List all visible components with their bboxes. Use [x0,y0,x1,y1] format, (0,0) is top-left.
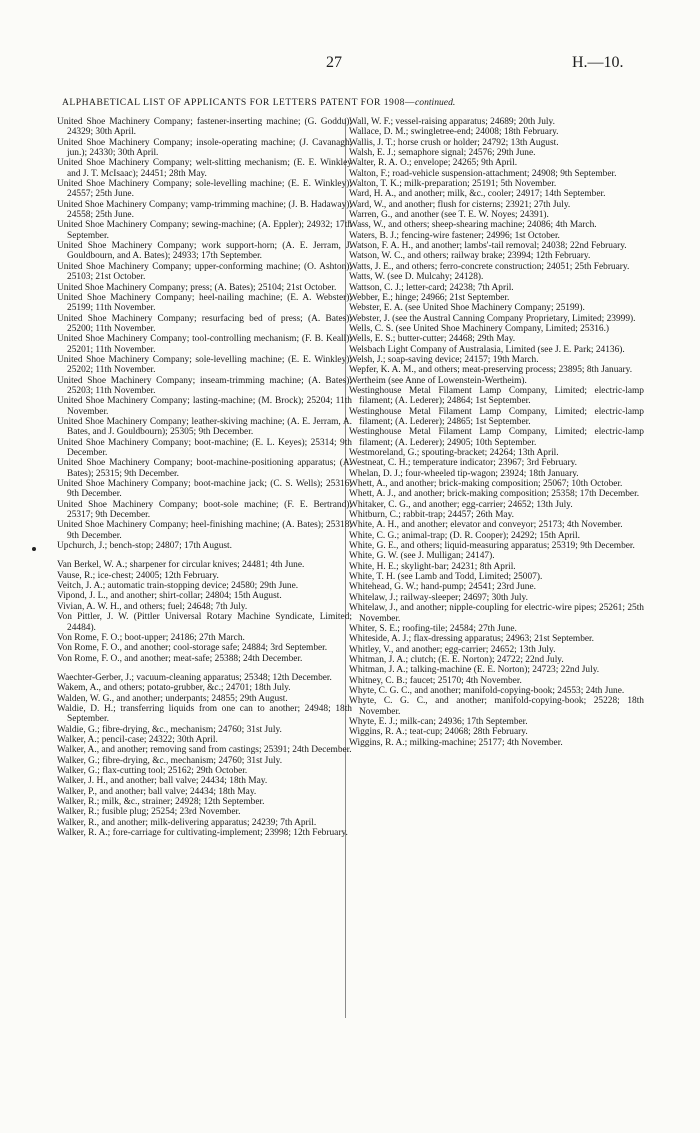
entry: Walker, G.; fibre-drying, &c., mechanism; 24760; 31st July. [57,755,283,766]
entry: Whitelaw, J.; railway-sleeper; 24697; 30th July. [349,592,528,603]
entry: White, H. E.; skylight-bar; 24231; 8th April. [349,561,516,572]
entry: Wertheim (see Anne of Lowenstein-Wertheim). [349,375,527,386]
entry: White, T. H. (see Lamb and Todd, Limited; 25007). [349,572,543,583]
entry: Walsh, E. J.; semaphore signal; 24576; 29th June. [349,148,536,159]
entry: Walter, R. A. O.; envelope; 24265; 9th April. [349,158,518,169]
entry: Webber, E.; hinge; 24966; 21st September. [349,292,510,303]
entry: United Shoe Machinery Company; lasting-machine; (M. Brock); 25204; 11th November. [57,396,352,417]
entry: United Shoe Machinery Company; sewing-machine; (A. Eppler); 24932; 17th September. [57,220,352,241]
entry: Vause, R.; ice-chest; 24005; 12th February. [57,570,219,581]
entry: United Shoe Machinery Company; vamp-trimming machine; (J. B. Hadaway); 24558; 25th June. [57,199,352,221]
entry: United Shoe Machinery Company; boot-machine-positioning apparatus; (A. Bates); 25315; 9th December. [57,458,352,479]
entry: Watson, F. A. H., and another; lambs'-tail removal; 24038; 22nd February. [349,241,627,252]
entry: Whelan, D. J.; four-wheeled tip-wagon; 23924; 18th January. [349,468,579,479]
entry: Wallace, D. M.; swingletree-end; 24008; 18th February. [349,127,559,138]
entry: Watts, W. (see D. Mulcahy; 24128). [349,272,484,283]
entry: Whiteside, A. J.; flax-dressing apparatus; 24963; 21st September. [349,634,595,645]
entry: Whitney, C. B.; faucet; 25170; 4th November. [349,675,522,686]
entry: Wakem, A., and others; potato-grubber, &c.; 24701; 18th July. [57,683,291,694]
entry: Whyte, C. G. C., and another; manifold-copying-book; 24553; 24th June. [349,685,625,696]
left-column [57,117,352,838]
entry: Walker, R. A.; fore-carriage for cultivating-implement; 23998; 12th February. [57,828,348,839]
title-suffix: continued. [415,97,456,108]
entry: White, C. G.; animal-trap; (D. R. Cooper); 24292; 15th April. [349,530,580,541]
entry: Whitburn, C.; rabbit-trap; 24457; 26th May. [349,510,514,521]
entry: United Shoe Machinery Company; leather-skiving machine; (A. E. Jerram, A. Bates, and J. Gouldbourn); 25305; 9th December. [57,416,352,438]
entry: Veitch, J. A.; automatic train-stopping device; 24580; 29th June. [57,581,299,592]
entry: Wells, C. S. (see United Shoe Machinery Company, Limited; 25316.) [349,323,610,334]
entry: Westmoreland, G.; spouting-bracket; 24264; 13th April. [349,448,559,458]
entry: Vipond, J. L., and another; shirt-collar; 24804; 15th August. [57,591,282,602]
entry: Welsh, J.; soap-saving device; 24157; 19th March. [349,354,539,365]
entry: Ward, H. A., and another; milk, &c., cooler; 24917; 14th September. [349,189,606,200]
entry: Wattson, C. J.; letter-card; 24238; 7th April. [349,282,514,293]
entry: Waters, B. J.; fencing-wire fastener; 24996; 1st October. [349,230,560,241]
entry: Von Rome, F. O., and another; cool-storage safe; 24884; 3rd September. [57,643,328,654]
page-header [0,54,700,76]
entry: Whitman, J. A.; talking-machine (E. E. Norton); 24723; 22nd July. [349,665,600,676]
entry: Whitehead, G. W.; hand-pump; 24541; 23rd June. [349,582,536,593]
entry: Walker, G.; flax-cutting tool; 25162; 29th October. [57,765,248,776]
entry: United Shoe Machinery Company; tool-controlling mechanism; (F. B. Keall); 25201; 11th November. [57,334,352,355]
entry: United Shoe Machinery Company; work support-horn; (A. E. Jerram, J. Gouldbourn, and A. Bates); 24933; 17th September. [57,241,352,262]
entry: Whett, A., and another; brick-making composition; 25067; 10th October. [349,479,623,490]
entry: Welsbach Light Company of Australasia, Limited (see J. E. Park; 24136). [349,344,625,355]
entry: Vivian, A. W. H., and others; fuel; 24648; 7th July. [57,601,248,612]
entry: Wells, E. S.; butter-cutter; 24468; 29th May. [349,334,516,345]
document-code: H.—10. [572,54,624,71]
entry: United Shoe Machinery Company; boot-machine; (E. L. Keyes); 25314; 9th December. [57,437,352,458]
entry: Wiggins, R. A.; teat-cup; 24068; 28th February. [349,727,528,738]
entry: Whitelaw, J., and another; nipple-coupling for electric-wire pipes; 25261; 25th November. [349,603,644,624]
entry: Ward, W., and another; flush for cisterns; 23921; 27th July. [349,199,571,210]
entry: Wallis, J. T.; horse crush or holder; 24792; 13th August. [349,137,559,148]
entry: United Shoe Machinery Company; fastener-inserting machine; (G. Goddu); 24329; 30th April. [57,117,352,138]
entry: Von Rome, F. O.; boot-upper; 24186; 27th March. [57,632,245,643]
entry: Von Rome, F. O., and another; meat-safe; 25388; 24th December. [57,653,303,664]
entry: Walker, R.; milk, &c., strainer; 24928; 12th September. [57,797,265,807]
entry: Whitley, V., and another; egg-carrier; 24652; 13th July. [349,644,556,655]
page-title [62,97,662,108]
entry: Waldie, D. H.; transferring liquids from one can to another; 24948; 18th September. [57,703,352,725]
entry: Walton, F.; road-vehicle suspension-attachment; 24908; 9th September. [349,168,617,179]
entry: United Shoe Machinery Company; heel-finishing machine; (A. Bates); 25318; 9th December. [57,520,352,541]
entry: Whyte, C. G. C., and another; manifold-copying-book; 25228; 18th November. [349,696,644,717]
entry: Whitman, J. A.; clutch; (E. E. Norton); 24722; 22nd July. [349,654,564,665]
entry: Walton, T. K.; milk-preparation; 25191; 5th November. [349,179,557,190]
entry: Wepfer, K. A. M., and others; meat-preserving process; 23895; 8th January. [349,365,633,376]
entry: Wiggins, R. A.; milking-machine; 25177; 4th November. [349,737,563,748]
entry: Whett, A. J., and another; brick-making composition; 25358; 17th December. [349,489,640,500]
entry: Westinghouse Metal Filament Lamp Company, Limited; electric-lamp filament; (A. Lederer); 24864; 1st September. [349,385,644,407]
entry: United Shoe Machinery Company; heel-nailing machine; (E. A. Webster); 25199; 11th November. [57,292,352,314]
entry: Walker, R.; fusible plug; 25254; 23rd November. [57,807,241,818]
entry: Walker, P., and another; ball valve; 24434; 18th May. [57,786,257,797]
entry: Waldie, G.; fibre-drying, &c., mechanism; 24760; 31st July. [57,724,282,735]
page-number: 27 [326,54,342,71]
entry: United Shoe Machinery Company; boot-machine jack; (C. S. Wells); 25316; 9th December. [57,479,352,500]
entry: Wass, W., and others; sheep-shearing machine; 24086; 4th March. [349,220,597,231]
entry: Whyte, E. J.; milk-can; 24936; 17th September. [349,716,528,727]
right-column [349,117,644,748]
entry: Van Berkel, W. A.; sharpener for circular knives; 24481; 4th June. [57,560,305,571]
entry: United Shoe Machinery Company; sole-levelling machine; (E. E. Winkley); 24557; 25th June. [57,179,352,200]
entry: United Shoe Machinery Company; sole-levelling machine; (E. E. Winkley); 25202; 11th November. [57,354,352,376]
entry: Webster, E. A. (see United Shoe Machinery Company; 25199). [349,303,585,314]
entry: White, G. W. (see J. Mulligan; 24147). [349,551,495,562]
entry: United Shoe Machinery Company; inseam-trimming machine; (A. Bates); 25203; 11th November. [57,375,352,396]
entry: Walker, A., and another; removing sand from castings; 25391; 24th December. [57,745,352,756]
entry: Watson, W. C., and others; railway brake; 23994; 12th February. [349,251,591,262]
entry: United Shoe Machinery Company; resurfacing bed of press; (A. Bates); 25200; 11th November. [57,313,352,334]
entry: United Shoe Machinery Company; press; (A. Bates); 25104; 21st October. [57,282,337,293]
entry: Walker, J. H., and another; ball valve; 24434; 18th May. [57,776,268,787]
entry: United Shoe Machinery Company; insole-operating machine; (J. Cavanagh, jun.); 24330; 30th April. [57,137,352,159]
entry: United Shoe Machinery Company; upper-conforming machine; (O. Ashton); 25103; 21st October. [57,261,352,283]
entry: White, G. E., and others; liquid-measuring apparatus; 25319; 9th December. [349,541,635,552]
entry: United Shoe Machinery Company; boot-sole machine; (F. E. Bertrand); 25317; 9th December. [57,499,352,521]
entry: Webster, J. (see the Austral Canning Company Proprietary, Limited; 23999). [349,313,636,324]
entry: Upchurch, J.; bench-stop; 24807; 17th August. [57,541,232,552]
entry: Waechter-Gerber, J.; vacuum-cleaning apparatus; 25348; 12th December. [57,672,332,683]
entry: United Shoe Machinery Company; welt-slitting mechanism; (E. E. Winkley and J. T. McIsaac); 24451; 28th May. [57,158,352,179]
entry: Walker, R., and another; milk-delivering apparatus; 24239; 7th April. [57,817,317,828]
title-main: ALPHABETICAL LIST OF APPLICANTS FOR LETTERS PATENT FOR 1908— [62,97,416,108]
margin-mark [32,547,36,551]
entry: Whiter, S. E.; roofing-tile; 24584; 27th June. [349,623,517,634]
entry: Wall, W. F.; vessel-raising apparatus; 24689; 20th July. [349,117,555,127]
entry: Whitaker, C. G., and another; egg-carrier; 24652; 13th July. [349,499,573,510]
entry: Westneat, C. H.; temperature indicator; 23967; 3rd February. [349,458,577,469]
entry: Warren, G., and another (see T. E. W. Noyes; 24391). [349,210,549,221]
entry: Watts, J. E., and others; ferro-concrete construction; 24051; 25th February. [349,261,630,272]
entry: Walden, W. G., and another; underpants; 24855; 29th August. [57,693,288,704]
entry: Westinghouse Metal Filament Lamp Company, Limited; electric-lamp filament; (A. Lederer); 24865; 1st September. [349,406,644,427]
entry: Westinghouse Metal Filament Lamp Company, Limited; electric-lamp filament; (A. Lederer); 24905; 10th September. [349,427,644,448]
entry: Von Pittler, J. W. (Pittler Universal Rotary Machine Syndicate, Limited; 24484). [57,612,352,633]
entry: Walker, A.; pencil-case; 24322; 30th April. [57,734,218,745]
entry: White, A. H., and another; elevator and conveyor; 25173; 4th November. [349,520,623,531]
